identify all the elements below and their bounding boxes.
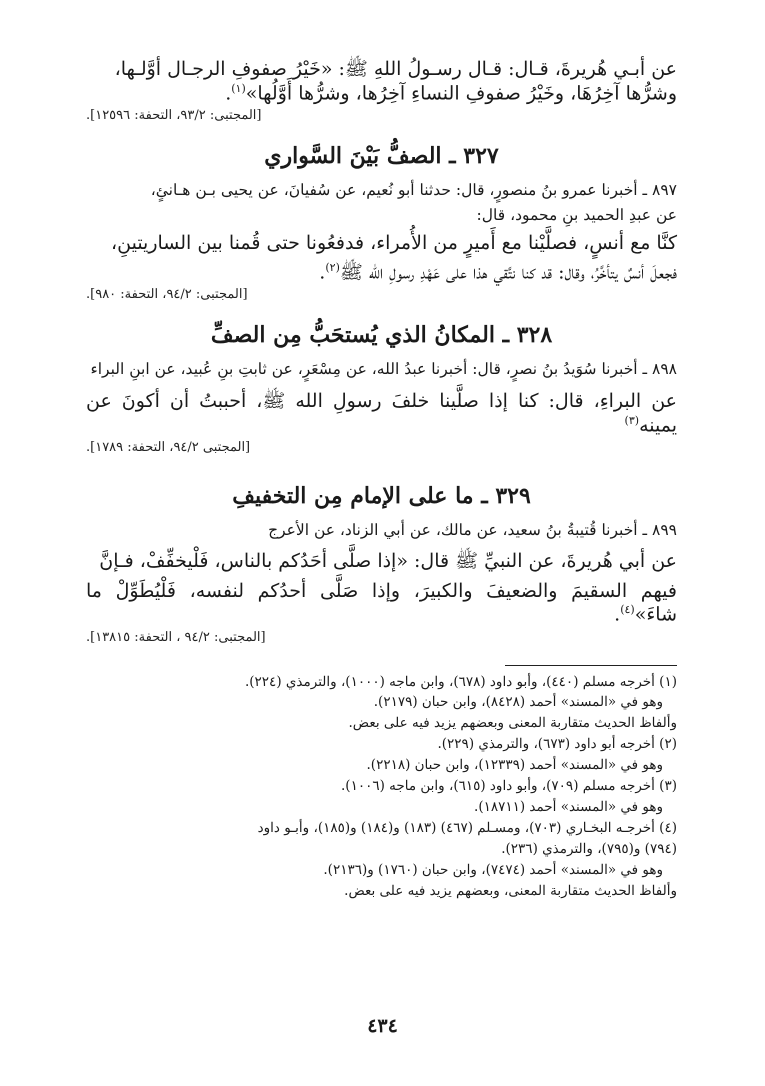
- page-number: ٤٣٤: [367, 1015, 398, 1037]
- hadith-899-matn-line-1: عن أبي هُريرةَ، عن النبيِّ ﷺ قال: «إذا صلَّى أحَدُكم بالناس، فَلْيخفِّفْ، فـإنَّ: [99, 549, 677, 572]
- footnote-marker-2: (٢): [325, 261, 340, 275]
- hadith-897-isnad-line-2: عن عبدِ الحميد بنِ محمود، قال:: [476, 206, 677, 225]
- hadith-896-line-2-text: وشرُّها آخِرُهَا، وخَيْرُ صفوفِ النساءِ آخِرُها، وشرُّها أَوَّلُها»: [245, 82, 677, 105]
- footnote-line: وهو في «المسند» أحمد (١٢٣٣٩)، وابن حبان (٢٢١٨).: [366, 757, 663, 774]
- footnote-line: وهو في «المسند» أحمد (٧٤٧٤)، وابن حبان (١٧٦٠) و(٢١٣٦).: [323, 861, 663, 878]
- hadith-899-matn-line-2-text: فيهم السقيمَ والضعيفَ والكبيرَ، وإذا صَلَّى أحدُكم لنفسه، فَلْيُطَوِّلْ ما شاءَ»: [86, 579, 677, 626]
- footnote-line: وألفاظ الحديث متقاربة المعنى وبعضهم يزيد فيه على بعض.: [348, 715, 677, 732]
- hadith-899-matn-line-2: فيهم السقيمَ والضعيفَ والكبيرَ، وإذا صَلَّى أحدُكم لنفسه، فَلْيُطَوِّلْ ما شاءَ»$^{(٤)}$.: [86, 579, 677, 626]
- hadith-897-matn-line-1: كنَّا مع أنسٍ، فصلَّيْنا مع أَميرٍ من الأُمراء، فدفعُونا حتى قُمنا بين الساريتينِ،: [110, 231, 677, 254]
- footnote-line: (٣) أخرجه مسلم (٧٠٩)، وأبو داود (٦١٥)، وابن ماجه (١٠٠٦).: [341, 778, 677, 795]
- footnote-marker-4: (٤): [620, 603, 635, 617]
- footnote-marker-1: (١): [231, 81, 246, 95]
- footnotes: [86, 672, 677, 902]
- footnote-line: (١) أخرجه مسلم (٤٤٠)، وأبو داود (٦٧٨)، وابن ماجه (١٠٠٠)، والترمذي (٢٢٤).: [244, 673, 677, 690]
- footnote-line: وألفاظ الحديث متقاربة المعنى، وبعضهم يزيد فيه على بعض.: [344, 882, 677, 899]
- footnote-line: وهو في «المسند» أحمد (١٨٧١١).: [474, 799, 663, 816]
- hadith-898-reference: [المجتبى ٩٤/٢، التحفة: ١٧٨٩].: [86, 439, 251, 455]
- hadith-896-text-line-2: وشرُّها آخِرُهَا، وخَيْرُ صفوفِ النساءِ آخِرُها، وشرُّها أَوَّلُها»$^{(١)}$.: [225, 81, 677, 105]
- hadith-897-reference: [المجتبى: ٩٤/٢، التحفة: ٩٨٠].: [86, 287, 248, 303]
- footnote-line: (٢) أخرجه أبو داود (٦٧٣)، والترمذي (٢٢٩).: [437, 736, 677, 753]
- hadith-897-isnad-line-1: ٨٩٧ ـ أخبرنا عمرو بنُ منصورٍ، قال: حدثنا أبو نُعيم، عن سُفيانَ، عن يحيى بـن هـانئٍ،: [150, 180, 677, 199]
- hadith-898-matn-line-1: [86, 390, 677, 438]
- footnote-marker-3: (٣): [624, 413, 640, 427]
- footnote-line: (٤) أخرجـه البخـاري (٧٠٣)، ومسـلم (٤٦٧) (١٨٣) و(١٨٤) و(١٨٥)، وأبـو داود: [257, 820, 677, 837]
- hadith-896-reference: [المجتبى: ٩٣/٢، التحفة: ١٢٥٩٦].: [86, 107, 262, 123]
- hadith-899-isnad-line-1: ٨٩٩ ـ أخبرنا قُتيبةُ بنُ سعيد، عن مالك، عن أبي الزناد، عن الأعرج: [268, 520, 677, 539]
- chapter-328-heading: ٣٢٨ ـ المكانُ الذي يُستحَبُّ مِن الصفِّ: [210, 322, 553, 349]
- chapter-329-heading: ٣٢٩ ـ ما على الإمام مِن التخفيفِ: [232, 482, 531, 509]
- hadith-898-isnad-line-1: ٨٩٨ ـ أخبرنا سُوَيدُ بنُ نصرٍ، قال: أخبرنا عبدُ الله، عن مِسْعَرٍ، عن ثابتِ بنِ عُبيد، عن ابنِ البراء: [90, 360, 677, 379]
- footnote-line: (٧٩٤) و(٧٩٥)، والترمذي (٢٣٦).: [501, 840, 677, 857]
- hadith-896-text-line-1: عن أبـي هُريرةَ، قـال: قـال رسـولُ اللهِ ﷺ: «خَيْرُ صفوفِ الرجـال أوَّلـها،: [114, 58, 677, 80]
- hadith-898-matn-text: عن البراءِ، قال: كنا إذا صلَّينا خلفَ رسولِ الله ﷺ، أحببتُ أن أكونَ عن يمينه: [86, 389, 677, 436]
- chapter-327-heading: ٣٢٧ ـ الصفُّ بَيْنَ السَّواري: [264, 142, 499, 169]
- hadith-897-matn-line-2: فجعلَ أنسٌ يتأخَّرُ، وقال: قد كنا نتَّقي هذا على عَهْدِ رسولِ الله ﷺ$^{(٢)}$.: [319, 261, 677, 284]
- footnote-separator: [505, 665, 677, 666]
- hadith-899-reference: [المجتبى: ٩٤/٢ ، التحفة: ١٣٨١٥].: [86, 629, 266, 645]
- hadith-897-matn-line-2-text: فجعلَ أنسٌ يتأخَّرُ، وقال: قد كنا نتَّقي هذا على عَهْدِ رسولِ الله ﷺ: [339, 261, 677, 284]
- footnote-line: وهو في «المسند» أحمد (٨٤٢٨)، وابن حبان (٢١٧٩).: [373, 694, 663, 711]
